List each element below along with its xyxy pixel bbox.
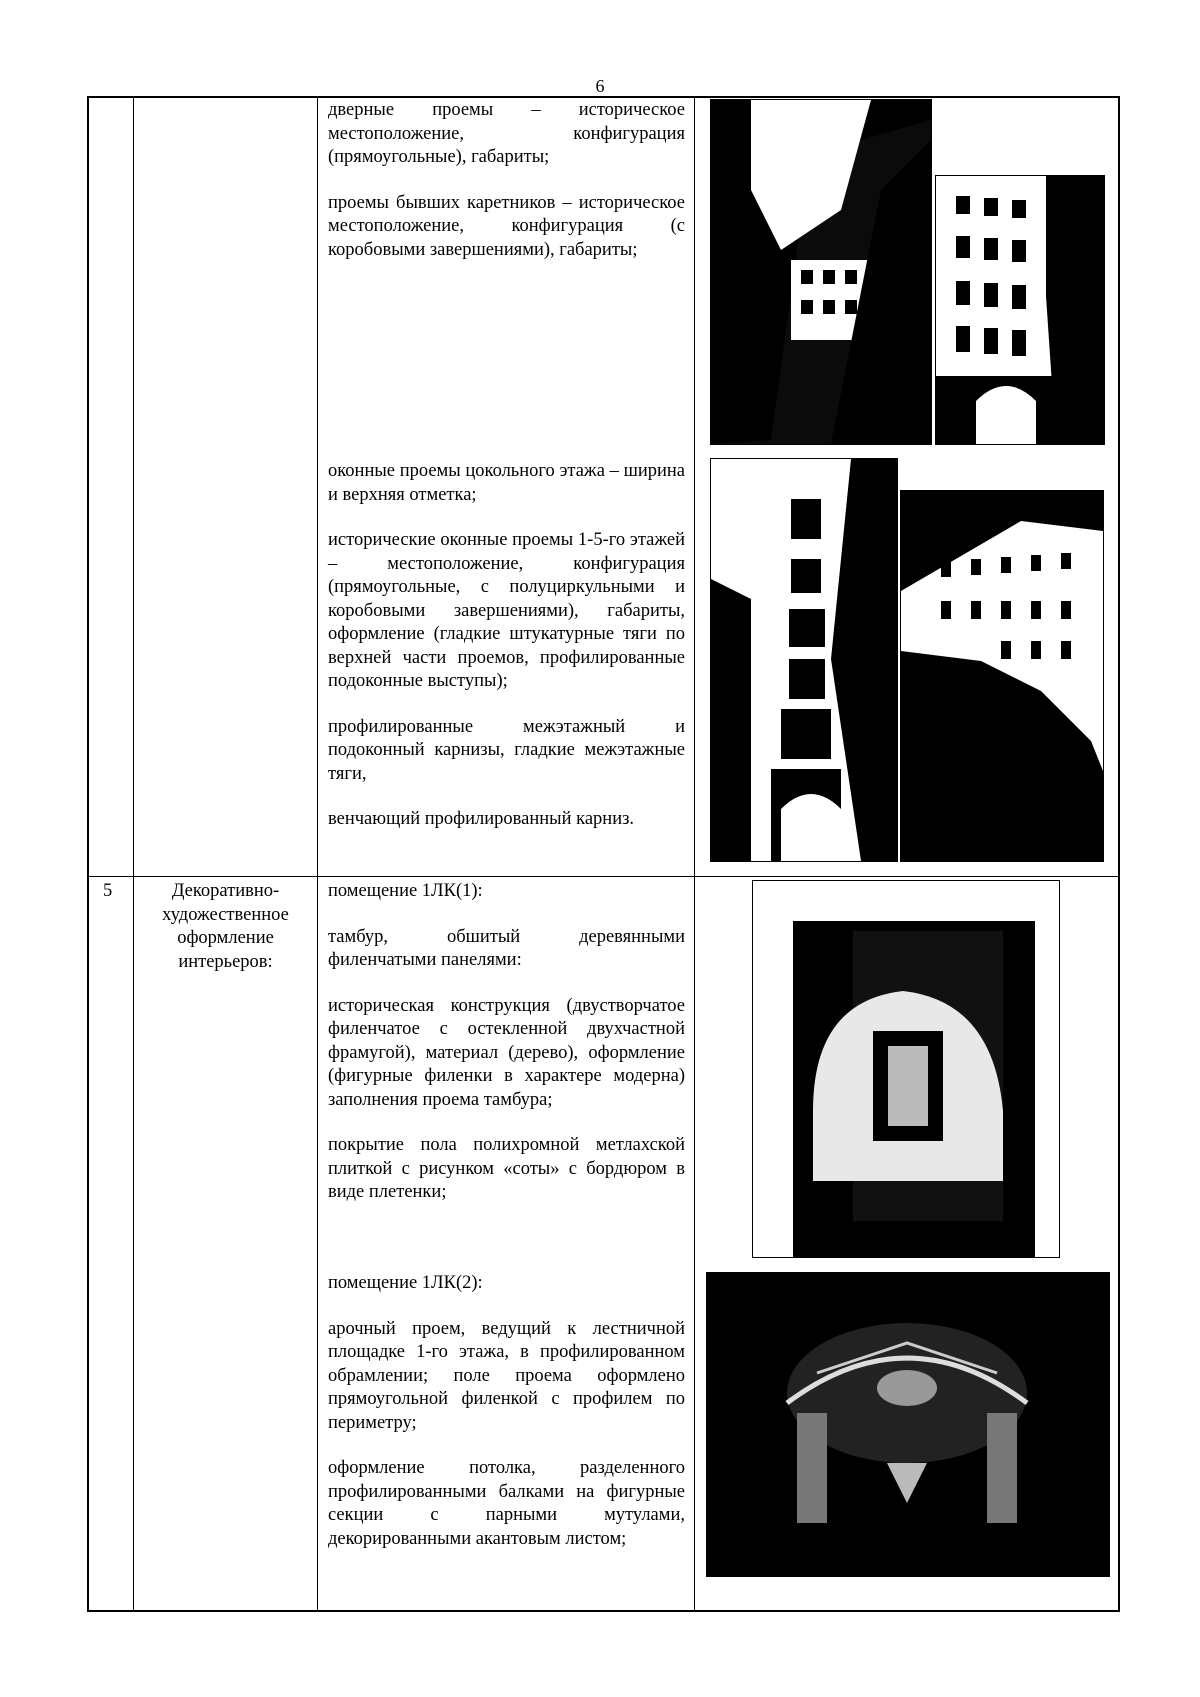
text-paragraph: арочный проем, ведущий к лестничной площадке 1-го этажа, в профилированном обрамлении; поле проема оформлено прямоугольной филенкой с профилем по периметру; — [328, 1318, 685, 1433]
text-paragraph: помещение 1ЛК(2): — [328, 1273, 483, 1293]
text-paragraph: проемы бывших каретников – историческое местоположение, конфигурация (с коробовыми завершениями), габариты; — [328, 192, 685, 260]
row5-room1-text — [328, 880, 685, 1205]
row-continued-windows-text — [328, 460, 685, 832]
row-continued-doors-text — [328, 99, 685, 262]
text-paragraph: дверные проемы – историческое местоположение, конфигурация (прямоугольные), габариты; — [328, 100, 685, 167]
interior-photo-ceiling — [706, 1272, 1110, 1577]
text-paragraph: профилированные межэтажный и подоконный карнизы, гладкие межэтажные тяги, — [328, 716, 685, 784]
text-paragraph: оформление потолка, разделенного профилированными балками на фигурные секции с парными мутулами, декорированными акантовым листом; — [328, 1458, 685, 1549]
row5-room2-text — [328, 1272, 685, 1551]
facade-photo-right-bottom — [900, 490, 1104, 862]
page-number: 6 — [595, 76, 605, 96]
interior-photo-vestibule — [752, 880, 1060, 1258]
row-number: 5 — [103, 881, 113, 901]
text-paragraph: исторические оконные проемы 1-5-го этажей – местоположение, конфигурация (прямоугольные, с полуциркульными и коробовыми завершениями), габариты, оформление (гладкие штукатурные тяги по верхней части проемов, профилированные подоконные выступы); — [328, 530, 685, 691]
text-paragraph: тамбур, обшитый деревянными филенчатыми панелями: — [328, 926, 685, 970]
facade-photo-left-bottom — [710, 458, 898, 862]
text-paragraph: оконные проемы цокольного этажа – ширина и верхняя отметка; — [328, 461, 685, 505]
text-paragraph: помещение 1ЛК(1): — [328, 881, 483, 901]
row-object-name: Декоративно-художественное оформление интерьеров: — [162, 881, 289, 972]
text-paragraph: венчающий профилированный карниз. — [328, 809, 635, 829]
facade-photo-left-top — [710, 99, 932, 445]
facade-photo-right-top — [935, 175, 1105, 445]
text-paragraph: покрытие пола полихромной метлахской плиткой с рисунком «соты» с бордюром в виде плетенки; — [328, 1135, 685, 1202]
text-paragraph: историческая конструкция (двустворчатое филенчатое с остекленной двухчастной фрамугой), материал (дерево), оформление (фигурные филенки в характере модерна) заполнения проема тамбура; — [328, 995, 685, 1110]
